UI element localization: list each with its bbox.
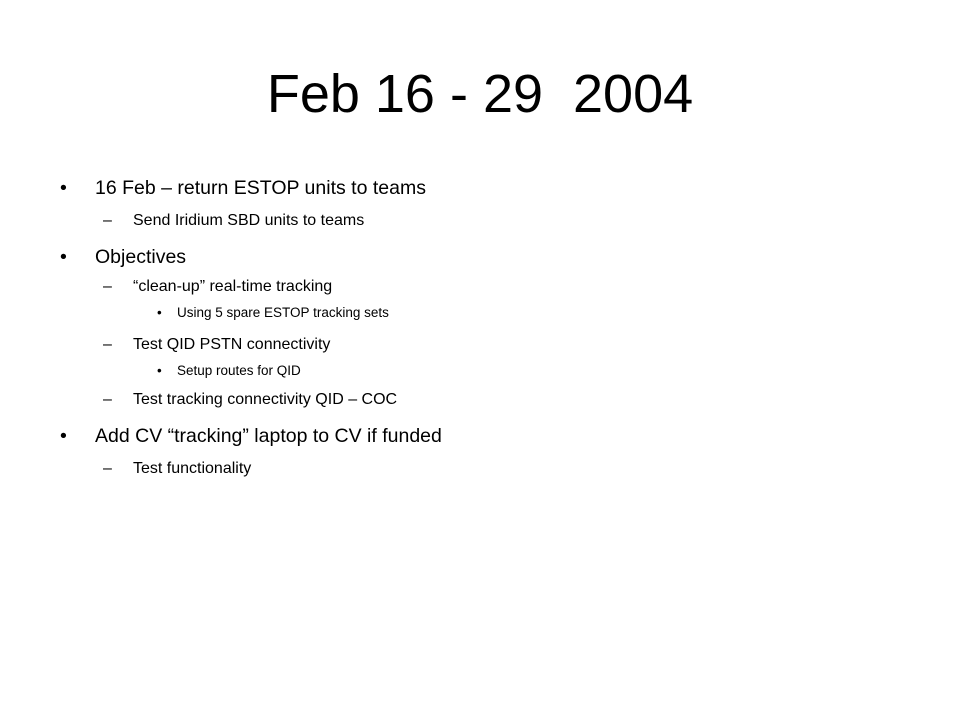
bullet-marker: • <box>60 177 67 199</box>
bullet-marker: • <box>157 305 162 320</box>
bullet-text: Test tracking connectivity QID – COC <box>133 391 398 408</box>
bullet-text: Objectives <box>95 246 187 268</box>
bullet-text: Using 5 spare ESTOP tracking sets <box>177 305 389 320</box>
bullet-text: Test functionality <box>133 460 252 477</box>
bullet-text: Setup routes for QID <box>177 363 301 378</box>
bullet-text: Add CV “tracking” laptop to CV if funded <box>95 425 442 447</box>
bullet-marker: • <box>60 425 67 447</box>
bullet-text: Test QID PSTN connectivity <box>133 336 331 353</box>
dash-marker: – <box>103 212 112 229</box>
bullet-text: Send Iridium SBD units to teams <box>133 212 365 229</box>
bullet-marker: • <box>157 363 162 378</box>
dash-marker: – <box>103 336 112 353</box>
bullet-marker: • <box>60 246 67 268</box>
slide-title: Feb 16 - 29 2004 <box>266 64 694 124</box>
bullet-text: “clean-up” real-time tracking <box>133 278 333 295</box>
bullet-text: 16 Feb – return ESTOP units to teams <box>95 177 426 199</box>
dash-marker: – <box>103 391 112 408</box>
dash-marker: – <box>103 278 112 295</box>
dash-marker: – <box>103 460 112 477</box>
